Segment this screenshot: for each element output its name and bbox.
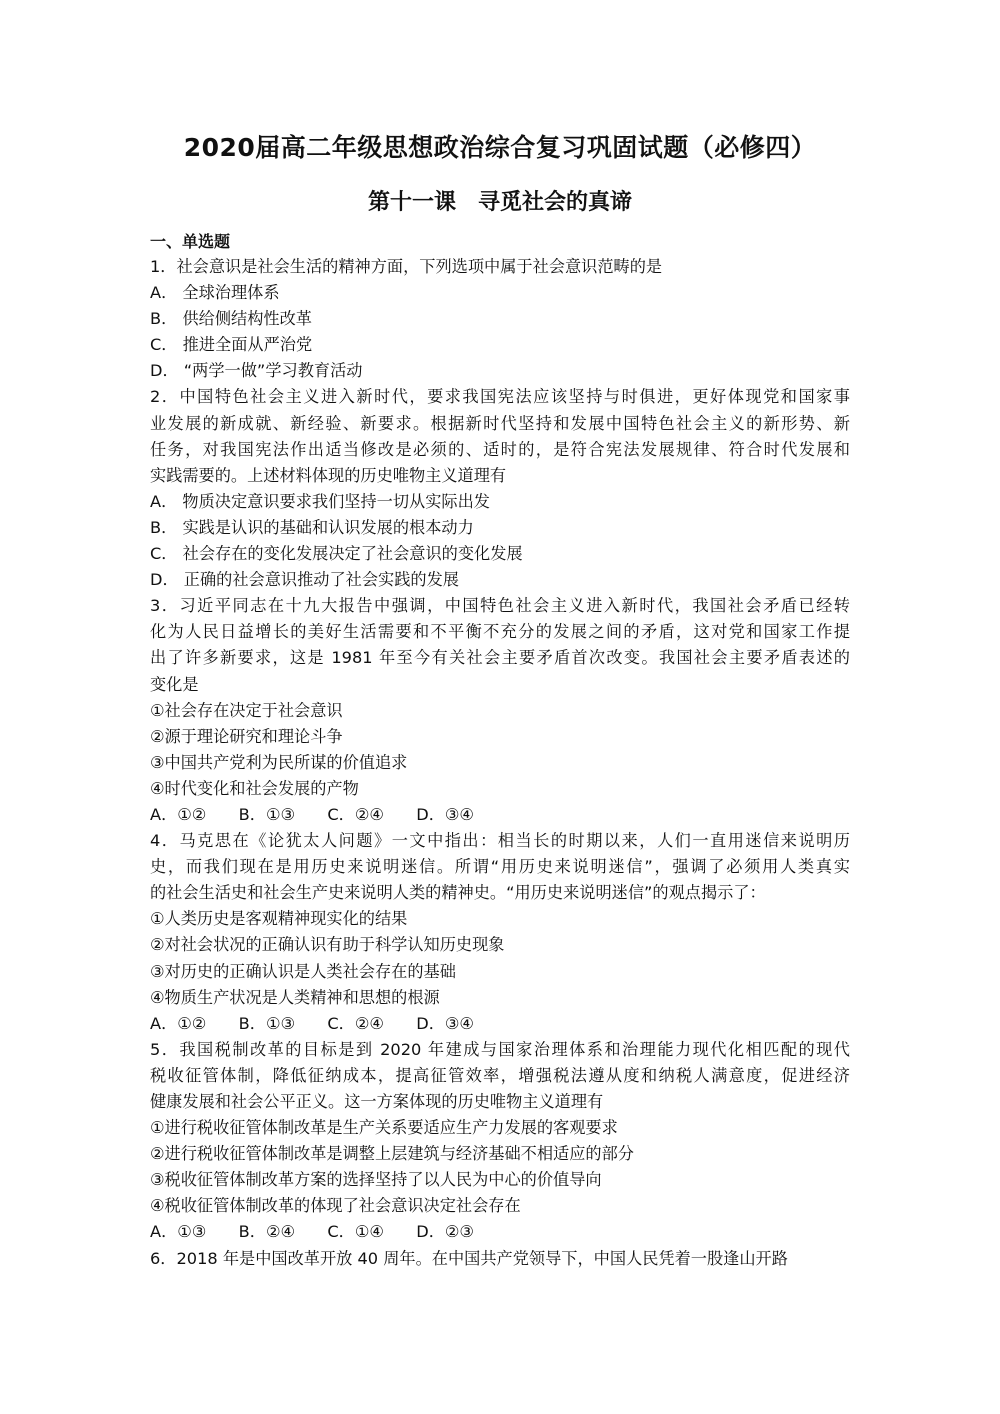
question-3-stem-line: 出了许多新要求，这是 1981 年至今有关社会主要矛盾首次改变。我国社会主要矛盾表述的: [150, 648, 850, 668]
lesson-subtitle: 第十一课 寻觅社会的真谛: [367, 190, 632, 215]
question-5-options: A．①③ B．②④ C．①④ D．②③: [150, 1222, 474, 1242]
question-1-stem: 1．社会意识是社会生活的精神方面，下列选项中属于社会意识范畴的是: [150, 257, 663, 276]
question-5-statement-4: ④税收征管体制改革的体现了社会意识决定社会存在: [150, 1196, 521, 1216]
question-2-option-d: D． 正确的社会意识推动了社会实践的发展: [150, 570, 459, 590]
question-4-stem-line: 的社会生活史和社会生产史来说明人类的精神史。“用历史来说明迷信”的观点揭示了：: [150, 883, 766, 903]
question-3-statement-3: ③中国共产党利为民所谋的价值追求: [150, 752, 408, 772]
question-2-stem-line: 业发展的新成就、新经验、新要求。根据新时代坚持和发展中国特色社会主义的新形势、新: [150, 413, 850, 433]
question-4-statement-4: ④物质生产状况是人类精神和思想的根源: [150, 987, 440, 1007]
question-4-statement-3: ③对历史的正确认识是人类社会存在的基础: [150, 961, 456, 981]
question-1-option-c: C． 推进全面从严治党: [150, 335, 313, 355]
question-6-stem-line: 6．2018 年是中国改革开放 40 周年。在中国共产党领导下，中国人民凭着一股逢山开路: [150, 1248, 788, 1268]
question-3-stem-line: 化为人民日益增长的美好生活需要和不平衡不充分的发展之间的矛盾，这对党和国家工作提: [150, 622, 850, 642]
question-5-stem-line: 5．我国税制改革的目标是到 2020 年建成与国家治理体系和治理能力现代化相匹配的现代: [150, 1039, 850, 1059]
question-2-option-c: C． 社会存在的变化发展决定了社会意识的变化发展: [150, 544, 523, 564]
question-2-stem-line: 实践需要的。上述材料体现的历史唯物主义道理有: [150, 465, 507, 485]
question-3-options: A．①② B．①③ C．②④ D．③④: [150, 804, 474, 824]
question-5-statement-1: ①进行税收征管体制改革是生产关系要适应生产力发展的客观要求: [150, 1118, 618, 1138]
question-1-option-d: D． “两学一做”学习教育活动: [150, 361, 363, 381]
question-3-statement-4: ④时代变化和社会发展的产物: [150, 778, 359, 798]
question-5-stem-line: 税收征管体制，降低征纳成本，提高征管效率，增强税法遵从度和纳税人满意度，促进经济: [150, 1065, 850, 1085]
question-body: [150, 254, 850, 1272]
question-3-statement-2: ②源于理论研究和理论斗争: [150, 726, 343, 746]
question-1-option-b: B． 供给侧结构性改革: [150, 309, 312, 329]
question-4-stem-line: 4．马克思在《论犹太人问题》一文中指出：相当长的时期以来，人们一直用迷信来说明历: [150, 831, 850, 851]
question-3-stem-line: 3．习近平同志在十九大报告中强调，中国特色社会主义进入新时代，我国社会矛盾已经转: [150, 596, 850, 616]
question-4-options: A．①② B．①③ C．②④ D．③④: [150, 1013, 474, 1033]
question-5-stem-line: 健康发展和社会公平正义。这一方案体现的历史唯物主义道理有: [150, 1092, 604, 1111]
section-heading: 一、单选题: [150, 232, 231, 251]
question-2-option-b: B． 实践是认识的基础和认识发展的根本动力: [150, 517, 474, 537]
question-4-statement-1: ①人类历史是客观精神现实化的结果: [150, 909, 408, 929]
page-title: 2020届高二年级思想政治综合复习巩固试题（必修四）: [183, 133, 817, 162]
question-4-statement-2: ②对社会状况的正确认识有助于科学认知历史现象: [150, 935, 505, 955]
question-3-statement-1: ①社会存在决定于社会意识: [150, 700, 343, 720]
question-4-stem-line: 史，而我们现在是用历史来说明迷信。所谓“用历史来说明迷信”，强调了必须用人类真实: [150, 857, 850, 877]
question-2-option-a: A． 物质决定意识要求我们坚持一切从实际出发: [150, 491, 490, 511]
question-5-statement-3: ③税收征管体制改革方案的选择坚持了以人民为中心的价值导向: [150, 1170, 602, 1190]
question-5-statement-2: ②进行税收征管体制改革是调整上层建筑与经济基础不相适应的部分: [150, 1144, 634, 1164]
question-2-stem-line: 2．中国特色社会主义进入新时代，要求我国宪法应该坚持与时俱进，更好体现党和国家事: [150, 387, 850, 407]
question-3-stem-line: 变化是: [150, 674, 199, 694]
question-2-stem-line: 任务，对我国宪法作出适当修改是必须的、适时的，是符合宪法发展规律、符合时代发展和: [150, 439, 850, 459]
question-1-option-a: A． 全球治理体系: [150, 283, 280, 303]
